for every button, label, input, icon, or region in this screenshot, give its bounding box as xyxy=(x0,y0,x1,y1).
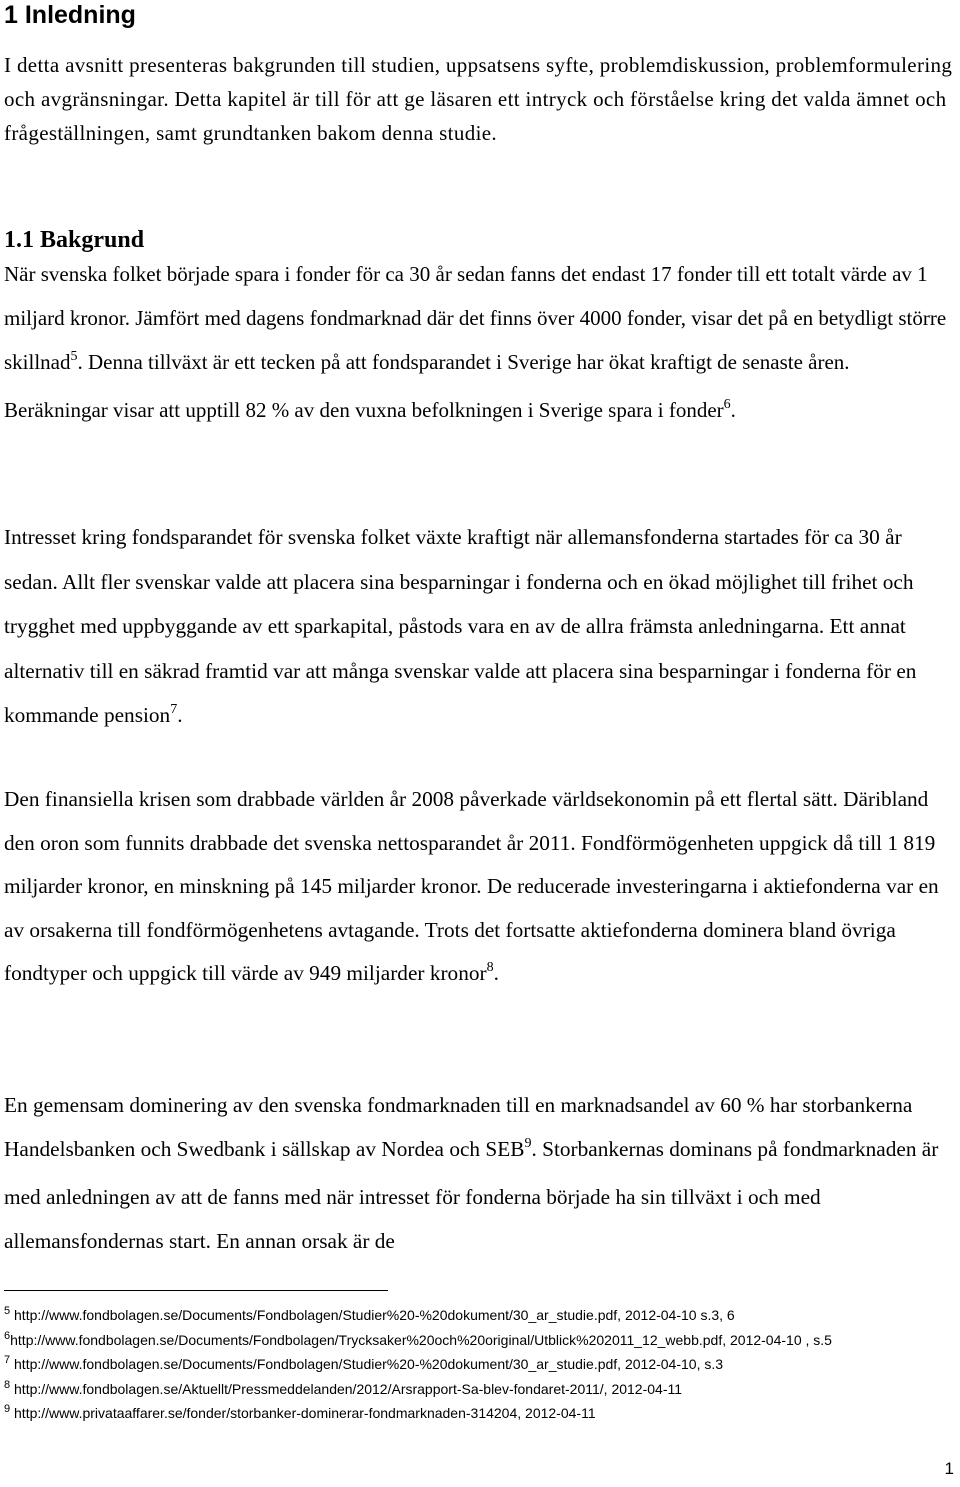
footnote-number: 8 xyxy=(4,1378,11,1391)
footnote-ref: 8 xyxy=(486,960,494,975)
page-number: 1 xyxy=(944,1459,954,1478)
paragraph-text: . xyxy=(493,961,499,985)
footnote-ref: 9 xyxy=(524,1136,532,1151)
paragraph-text: Den finansiella krisen som drabbade världen år 2008 påverkade världsekonomin på ett flertal sätt. Däribland den oron som funnits drabbade det svenska nettosparandet år 2011. Fondförmögenheten uppgick då till 1 819 miljarder kronor, en minskning på 145 miljarder kronor. De reducerade investeringarna i aktiefonderna var en av orsakerna till fondförmögenhetens avtagande. Trots det fortsatte aktiefonderna dominera bland övriga fondtyper och uppgick till värde av 949 miljarder kronor xyxy=(4,787,939,985)
footnote xyxy=(4,1402,956,1427)
section-heading: 1.1 Bakgrund xyxy=(4,227,145,253)
paragraph-text: . Storbankernas dominans på fondmarknaden är med anledningen av att de fanns med när intresset för fonderna började ha sin tillväxt i och med allemansfondernas start. En annan orsak är de xyxy=(4,1137,939,1253)
paragraph-background-3 xyxy=(4,778,956,999)
paragraph-background-1 xyxy=(4,252,956,436)
paragraph-text: . xyxy=(730,398,736,422)
paragraph-text: När svenska folket började spara i fonder för ca 30 år sedan fanns det endast 17 fonder till ett totalt värde av 1 miljard kronor. Jämfört med dagens fondmarknad där det finns över 4000 fonder, visar det på en betydligt större skillnad xyxy=(4,262,947,374)
footnote-text: http://www.fondbolagen.se/Documents/Fondbolagen/Trycksaker%20och%20original/Utblick%202011_12_webb.pdf, 2012-04-10 , s.5 xyxy=(10,1331,832,1348)
footnote-number: 6 xyxy=(4,1329,11,1342)
paragraph-background-4 xyxy=(4,1083,956,1263)
chapter-heading: 1 Inledning xyxy=(4,1,136,29)
paragraph-text: . Denna tillväxt är ett tecken på att fondsparandet i Sverige har ökat kraftigt de senaste åren. Beräkningar visar att upptill 82 % av den vuxna befolkningen i Sverige spara i fonder xyxy=(4,350,850,422)
footnote-number: 9 xyxy=(4,1403,11,1415)
footnotes xyxy=(4,1304,956,1427)
paragraph-background-2 xyxy=(4,515,956,742)
footnote xyxy=(4,1353,956,1378)
footnote-number: 5 xyxy=(4,1305,11,1317)
footnote-ref: 7 xyxy=(170,702,178,717)
paragraph-text: En gemensam dominering av den svenska fondmarknaden till en marknadsandel av 60 % har storbankerna Handelsbanken och Swedbank i sällskap av Nordea och SEB xyxy=(4,1093,913,1161)
footnote-ref: 6 xyxy=(723,397,731,412)
footnote-text: http://www.fondbolagen.se/Documents/Fondbolagen/Studier%20-%20dokument/30_ar_studie.pdf, 2012-04-10, s.3 xyxy=(10,1356,724,1372)
footnote-ref: 5 xyxy=(70,349,78,364)
footnote xyxy=(4,1329,956,1354)
footnote xyxy=(4,1378,956,1403)
footnote-separator xyxy=(4,1290,388,1291)
footnote-number: 7 xyxy=(4,1354,11,1366)
footnote-text: http://www.fondbolagen.se/Aktuellt/Pressmeddelanden/2012/Arsrapport-Sa-blev-fondaret-2011/, 2012-04-11 xyxy=(10,1380,683,1397)
footnote-text: http://www.fondbolagen.se/Documents/Fondbolagen/Studier%20-%20dokument/30_ar_studie.pdf, 2012-04-10 s.3, 6 xyxy=(10,1307,735,1323)
paragraph-text: . xyxy=(177,703,183,727)
footnote xyxy=(4,1304,956,1329)
footnote-text: http://www.privataaffarer.se/fonder/storbanker-dominerar-fondmarknaden-314204, 2012-04-11 xyxy=(10,1405,596,1421)
paragraph-text: Intresset kring fondsparandet för svenska folket växte kraftigt när allemansfonderna startades för ca 30 år sedan. Allt fler svenskar valde att placera sina besparningar i fonderna och en ökad möjlighet till frihet och trygghet med uppbyggande av ett sparkapital, påstods vara en av de allra främsta anledningarna. Ett annat alternativ till en säkrad framtid var att många svenskar valde att placera sina besparningar i fonderna för en kommande pension xyxy=(4,525,917,727)
intro-paragraph: I detta avsnitt presenteras bakgrunden till studien, uppsatsens syfte, problemdiskussion, problemformulering och avgränsningar. Detta kapitel är till för att ge läsaren ett intryck och förståelse kring det valda ämnet och frågeställningen, samt grundtanken bakom denna studie. xyxy=(4,53,953,145)
